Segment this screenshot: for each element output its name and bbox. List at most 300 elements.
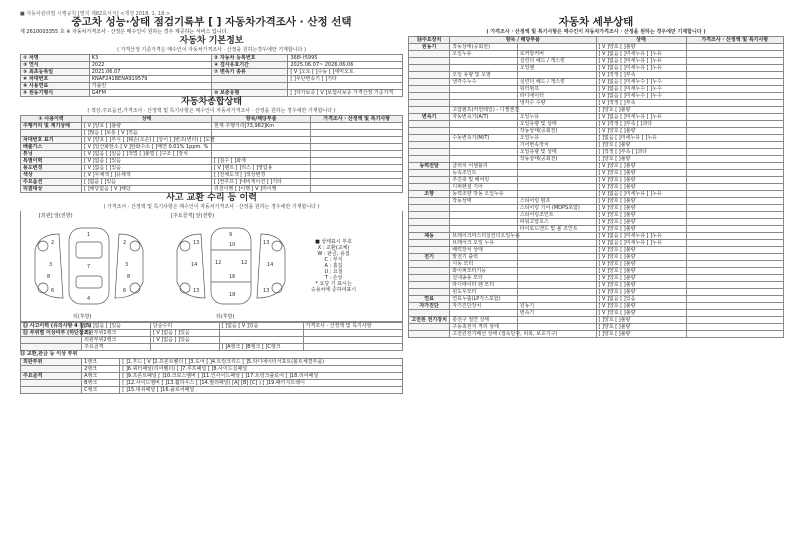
detail-item-cell: 고전원전기배선 상태 (접속단자, 피복, 보호기구) [450,331,518,338]
status-cell [311,123,403,130]
basic-info-cell: ③ 연식 [21,62,90,69]
view-label-front-frame: [주요골격] 앞(전방) [171,213,215,219]
exchange-cell [21,387,82,394]
svg-text:6: 6 [123,288,127,294]
status-row [21,179,403,186]
svg-text:12: 12 [215,260,222,266]
view-label-rear-exterior: 뒤(후방) [73,314,92,320]
detail-item-cell [450,212,518,219]
status-cell: [ V ]양호 [ ]불량 [82,123,212,130]
detail-group-cell [409,198,450,205]
detail-group-cell [409,121,450,128]
detail-state-cell: [ V ]적정 [ ]부족 [ ]과다 [596,121,686,128]
detail-state-cell: [ V ]양호 [ ]불량 [596,289,686,296]
exchange-row [21,380,403,387]
detail-item-cell: 작동상태 [450,198,518,205]
detail-note-cell [686,100,784,107]
detail-row [409,219,784,226]
detail-group-cell: 변속기 [409,114,450,121]
overall-status-note: ( 색상,주요옵션,가격조사 · 산정액 및 특기사항은 매수인이 자동차가격조사 · 산정을 원하는 경우에만 기재합니다 ) [87,108,336,114]
accident-cell: [ ]A랭크 [ ]B랭크 [ ]C랭크 [219,344,303,351]
basic-info-row [21,55,403,62]
detail-state-cell: [ V ]적정 [ ]부족 [596,72,686,79]
exchange-row [21,366,403,373]
status-head-4: 가격조사 · 산정액 및 특기사항 [311,116,403,123]
detail-group-cell [409,65,450,72]
detail-part-cell [517,254,596,261]
detail-item-cell: 라디에이터 팬 모터 [450,282,518,289]
detail-item-cell: 냉각수누수 [450,79,518,86]
svg-text:3: 3 [125,262,129,268]
detail-state-cell: [ V ]없음 [ ]미세누유 [ ]누유 [596,65,686,72]
detail-row [409,289,784,296]
status-cell [311,144,403,151]
status-head-3: 항목/해당부품 [211,116,310,123]
status-cell: [ ]많음 [ ]보통 [ V ]적음 [82,130,212,137]
status-cell: [ ]침수 [ ]화재 [211,158,310,165]
view-label-front-exterior: [외관] 앞(전방) [39,213,73,219]
detail-state-cell: [ V ]양호 [ ]불량 [596,205,686,212]
svg-text:9: 9 [229,232,233,238]
exchange-cell: B랭크 [82,380,120,387]
detail-note-cell [686,44,784,51]
basic-info-row [21,69,403,76]
detail-note-cell [686,198,784,205]
detail-row [409,282,784,289]
exchange-row [21,387,403,394]
detail-row [409,275,784,282]
detail-state-cell: [ ]양호 [ ]불량 [596,317,686,324]
detail-state-cell: [ V ]없음 [ ]미세누유 [ ]누유 [596,240,686,247]
status-head-2: 상태 [82,116,212,123]
basic-info-row [21,90,403,97]
accident-cell [150,344,219,351]
status-cell [211,130,310,137]
detail-group-cell [409,282,450,289]
detail-item-cell: 실내송풍 모터 [450,275,518,282]
detail-row [409,149,784,156]
detail-note-cell [686,184,784,191]
accident-cell: ⑫ 부위별 이상여부 (하단참조) [21,330,82,337]
detail-part-cell: 오일누유 [517,114,596,121]
legend-line: A : 흠집 [324,263,343,269]
svg-text:8: 8 [127,274,131,280]
accident-row [21,323,403,330]
detail-note-cell [686,219,784,226]
status-cell: [ V ]없음 [ ]있음 [82,158,212,165]
detail-note-cell [686,121,784,128]
status-cell [211,151,310,158]
detail-row [409,247,784,254]
detail-note-cell [686,282,784,289]
detail-group-cell [409,331,450,338]
svg-text:6: 6 [51,288,55,294]
detail-item-cell: 자동변속기(A/T) [450,114,518,121]
detail-note-cell [686,240,784,247]
detail-group-cell [409,128,450,135]
exchange-cell: [ ]1.후드 [ V ]2.프론트휀더 [ ]3.도어 [ ]4.트렁크리드 [ ]5.라디에이터서포트(볼트체결부품) [120,359,403,366]
detail-note-cell [686,331,784,338]
detail-state-cell: [ V ]없음 [ ]미세누유 [ ]누유 [596,114,686,121]
status-cell: [ V ]양호 [ ]부식 [ ]훼손(오손) [ ]상이 [ ]변조(변타) [ ]도말 [82,137,212,144]
status-cell: 주요옵션 [21,179,82,186]
svg-text:4: 4 [87,296,91,302]
status-cell: [ ]썬루프 [ ]네비게이션 [ ]기타 [211,179,310,186]
basic-info-cell: G4FM [89,90,211,97]
detail-row [409,205,784,212]
status-cell: [ V ]일산화탄소 [ V ]탄화수소 [ ]매연 0.01% 1ppm. % [82,144,212,151]
detail-part-cell [517,44,596,51]
basic-info-cell: K3 [89,55,211,62]
exchange-cell: [ ]12.사이드멤버 [ ]13.휠하우스 [ ]14.필러패널( [A] [B] [C] ) [ ]19.패키지트레이 [120,380,403,387]
basic-info-cell [288,83,403,90]
detail-state-cell: [ V ]양호 [ ]불량 [596,170,686,177]
basic-info-cell: ⑩ 보증유형 [211,90,287,97]
svg-text:1: 1 [87,232,91,238]
detail-row [409,261,784,268]
detail-note-cell [686,72,784,79]
detail-note-cell [686,128,784,135]
detail-state-cell: [ V ]양호 [ ]불량 [596,303,686,310]
basic-info-cell: [ V ]오토 [ ]수동 [ ]세미오토 [288,69,403,76]
detail-item-cell: 등속조인트 [450,170,518,177]
basic-info-cell: KNAF241BENA919579 [89,76,211,83]
basic-info-cell: ① 차명 [21,55,90,62]
detail-part-cell [517,163,596,170]
detail-state-cell: [ V ]양호 [ ]불량 [596,226,686,233]
detail-note-cell [686,233,784,240]
status-cell: 현재 주행거리[73,982]Km [211,123,310,130]
detail-state-cell: [ V ]없음 [ ]미세누수 [ ]누수 [596,93,686,100]
basic-info-row [21,76,403,83]
accident-cell [303,337,402,344]
detail-group-cell [409,184,450,191]
detail-part-cell [517,261,596,268]
detail-item-cell [450,86,518,93]
detail-item-cell: 브레이크마스터실린더오일누유 [450,233,518,240]
basic-info-table [20,54,403,97]
detail-item-cell: 연료누출(LP가스포함) [450,296,518,303]
status-row [21,165,403,172]
detail-state-cell: [ V ]양호 [ ]불량 [596,184,686,191]
svg-text:2: 2 [123,240,127,246]
accident-row [21,330,403,337]
accident-cell: 외판부위2랭크 [82,337,151,344]
detail-state-cell: [ V ]양호 [ ]불량 [596,163,686,170]
detail-group-cell [409,142,450,149]
detail-head-4: 가격조사 · 산정액 및 특기사항 [686,37,784,44]
detail-group-cell: 자가진단 [409,303,450,310]
detail-part-cell: 기어변속장치 [517,142,596,149]
detail-part-cell: 작동상태(공회전) [517,156,596,163]
detail-part-cell [517,184,596,191]
legend-line: ■ 상태표시 부호 [315,239,352,245]
status-cell: 배출가스 [21,144,82,151]
exchange-title: ⑬ 교환,판금 등 이상 부위 [20,351,78,357]
detail-part-cell [517,296,596,303]
detail-status-note: ( 가격조사 · 산정액 및 특기사항은 매수인이 자동차가격조사 · 산정을 원하는 경우에만 기재합니다 ) [486,29,706,35]
detail-part-cell [517,317,596,324]
detail-part-cell: 타이로드엔드 및 볼 조인트 [517,226,596,233]
status-row [21,186,403,193]
detail-item-cell [450,142,518,149]
detail-group-cell [409,79,450,86]
svg-text:16: 16 [229,274,236,280]
repair-history-note: ( 가격조사 · 산정액 및 특기사항은 매수인이 자동차가격조사 · 산정을 원하는 경우에만 기재합니다 ) [103,204,320,210]
status-cell: 튜닝 [21,151,82,158]
basic-info-title: 자동차 기본정보 [179,36,244,46]
detail-item-cell: 오일누유 [450,51,518,58]
detail-part-cell: 스티어링조인트 [517,212,596,219]
status-cell [311,186,403,193]
detail-row [409,51,784,58]
detail-state-cell: [ V ]양호 [ ]불량 [596,247,686,254]
detail-row [409,44,784,51]
detail-note-cell [686,275,784,282]
accident-cell [21,344,82,351]
exchange-table [20,358,403,394]
detail-part-cell [517,177,596,184]
detail-item-cell: 고압펌프(커먼레일) - 디젤엔진 [450,107,518,114]
accident-cell: 외판부위1랭크 [82,330,151,337]
svg-text:13: 13 [193,288,200,294]
overall-status-table [20,115,403,193]
status-cell: 주행거리 및 계기상태 [21,123,82,130]
basic-info-row [21,62,403,69]
basic-info-cell: ④ 검사유효기간 [211,62,287,69]
detail-item-cell [450,310,518,317]
detail-part-cell: 워터펌프 [517,86,596,93]
detail-group-cell [409,156,450,163]
detail-group-cell: 조향 [409,191,450,198]
status-head-1: ① 사용이력 [21,116,82,123]
detail-item-cell [450,156,518,163]
detail-note-cell [686,142,784,149]
detail-note-cell [686,58,784,65]
exchange-row [21,359,403,366]
detail-row [409,156,784,163]
detail-state-cell: [ V ]없음 [ ]미세누수 [ ]누수 [596,79,686,86]
detail-item-cell [450,65,518,72]
form-header-note: ■ 자동차관리법 시행규칙 [별지 제82호서식] <개정 2018. 1. 18.> [20,11,171,17]
detail-group-cell: 원동기 [409,44,450,51]
detail-status-table [408,36,784,338]
detail-part-cell: 작동상태(공회전) [517,128,596,135]
detail-group-cell [409,149,450,156]
detail-note-cell [686,324,784,331]
status-cell [311,165,403,172]
status-row [21,151,403,158]
detail-part-cell [517,324,596,331]
status-cell: 색상 [21,172,82,179]
exchange-cell: [ ]9.프론트패널 [ ]10.크로스멤버 [ ]11.인사이드패널 [ ]17.트렁크플로어 [ ]18.리어패널 [120,373,403,380]
svg-text:8: 8 [47,274,51,280]
detail-item-cell [450,219,518,226]
detail-state-cell: [ V ]양호 [ ]불량 [596,261,686,268]
detail-group-cell [409,261,450,268]
detail-group-cell [409,107,450,114]
exchange-cell: 1랭크 [82,359,120,366]
detail-part-cell [517,233,596,240]
detail-note-cell [686,170,784,177]
detail-item-cell: 발전기 출력 [450,254,518,261]
detail-part-cell: 오일팬 [517,65,596,72]
detail-part-cell [517,268,596,275]
detail-row [409,121,784,128]
exchange-row [21,373,403,380]
detail-part-cell: 로커암커버 [517,51,596,58]
accident-table [20,322,403,351]
detail-group-cell [409,58,450,65]
detail-group-cell [409,240,450,247]
detail-state-cell: [ V ]적정 [ ]부족 [596,100,686,107]
detail-item-cell: 디퍼렌셜 기어 [450,184,518,191]
detail-state-cell: [ V ]양호 [ ]불량 [596,128,686,135]
legend-line: U : 요철 [324,269,343,275]
detail-state-cell: [ ]양호 [ ]불량 [596,331,686,338]
detail-row [409,72,784,79]
detail-state-cell: [ V ]양호 [ ]불량 [596,44,686,51]
accident-cell [219,337,303,344]
detail-group-cell [409,275,450,282]
detail-item-cell: 브레이크 오일 누유 [450,240,518,247]
status-cell: 용도변경 [21,165,82,172]
basic-info-cell: ⑦ 변속기 종류 [211,69,287,76]
detail-part-cell [517,240,596,247]
detail-part-cell [517,107,596,114]
basic-info-cell [211,83,287,90]
accident-cell: 단순수리 [150,323,219,330]
detail-part-cell [517,72,596,79]
detail-note-cell [686,310,784,317]
status-cell [211,144,310,151]
document-title: 중고차 성능·상태 점검기록부 [ ] 자동차가격조사 · 산정 선택 [71,16,352,28]
detail-item-cell [450,205,518,212]
exchange-cell: 2랭크 [82,366,120,373]
detail-note-cell [686,156,784,163]
detail-note-cell [686,205,784,212]
detail-item-cell: 수동변속기(M/T) [450,135,518,142]
detail-state-cell: [ V ]없음 [ ]미세누유 [ ]누유 [596,51,686,58]
detail-state-cell: [ V ]양호 [ ]불량 [596,219,686,226]
detail-state-cell: [ ]양호 [ ]불량 [596,324,686,331]
accident-cell: [ ]없음 [ V ]있음 [219,323,303,330]
repair-history-title: 사고 교환 수리 등 이력 [166,193,257,203]
detail-state-cell: [ V ]양호 [ ]불량 [596,198,686,205]
detail-row [409,128,784,135]
detail-row [409,86,784,93]
detail-part-cell: 오일유량 및 상태 [517,149,596,156]
svg-text:18: 18 [229,292,236,298]
accident-row [21,344,403,351]
status-row [21,144,403,151]
svg-text:14: 14 [267,262,274,268]
accident-cell [219,330,303,337]
status-cell [311,137,403,144]
legend-line: 승용차에 준하여표시 [311,287,357,293]
status-cell [311,172,403,179]
detail-group-cell [409,51,450,58]
accident-row [21,337,403,344]
detail-row [409,303,784,310]
basic-info-cell: 가솔린 [89,83,211,90]
detail-row [409,163,784,170]
detail-group-cell [409,170,450,177]
detail-note-cell [686,135,784,142]
exchange-cell: [ ]6.쿼터패널(리어휀더) [ ]7.루프패널 [ ]8.사이드실패널 [120,366,403,373]
svg-text:13: 13 [263,288,270,294]
detail-note-cell [686,149,784,156]
detail-part-cell: 스티어링 기어 (MDPS포함) [517,205,596,212]
status-cell: [ ]없음 [ ]있음 [82,179,212,186]
detail-row [409,240,784,247]
detail-state-cell: [ ]양호 [ ]불량 [596,107,686,114]
status-cell: [ V ]무채색 [ ]유채색 [82,172,212,179]
detail-row [409,191,784,198]
detail-group-cell [409,324,450,331]
detail-note-cell [686,289,784,296]
legend-line: W : 판금, 용접 [317,251,350,257]
detail-row [409,233,784,240]
detail-state-cell: [ V ]양호 [ ]불량 [596,254,686,261]
detail-item-cell: 구동축전지 격리 상태 [450,324,518,331]
detail-item-cell: 시동 모터 [450,261,518,268]
legend-line: * 요당 기 표시는 [315,281,352,287]
detail-state-cell: [ V ]없음 [ ]미세누유 [ ]누유 [596,233,686,240]
accident-cell [303,330,402,337]
detail-row [409,198,784,205]
detail-note-cell [686,114,784,121]
detail-part-cell: 오일누유 [517,135,596,142]
detail-group-cell [409,212,450,219]
accident-cell [21,337,82,344]
svg-text:13: 13 [193,240,200,246]
detail-group-cell [409,205,450,212]
status-row [21,130,403,137]
detail-item-cell: 클러치 어셈블리 [450,163,518,170]
detail-state-cell: [ ]적정 [ ]부족 [ ]과다 [596,149,686,156]
detail-group-cell [409,289,450,296]
damage-legend [311,239,356,293]
detail-note-cell [686,163,784,170]
detail-state-cell: [ V ]없음 [ ]미세누수 [ ]누수 [596,86,686,93]
basic-info-cell: ⑨ 원동기형식 [21,90,90,97]
basic-info-cell: 2022 [89,62,211,69]
right-column [408,16,784,338]
detail-state-cell: [ V ]없음 [ ]미세누유 [ ]누유 [596,191,686,198]
detail-row [409,93,784,100]
basic-info-cell [211,76,287,83]
detail-state-cell: [ V ]양호 [ ]불량 [596,282,686,289]
svg-text:2: 2 [51,240,55,246]
exchange-cell [21,366,82,373]
accident-cell: [ V ]없음 [ ]있음 [150,337,219,344]
detail-row [409,212,784,219]
detail-group-cell: 연료 [409,296,450,303]
svg-text:12: 12 [241,260,248,266]
view-label-rear-frame: 뒤(후방) [216,314,235,320]
detail-note-cell [686,65,784,72]
detail-item-cell: 오일 유량 및 오염 [450,72,518,79]
detail-item-cell [450,121,518,128]
detail-group-cell [409,226,450,233]
exchange-cell [21,380,82,387]
detail-group-cell: 고전원 전기장치 [409,317,450,324]
legend-line: X : 교환(교체) [317,245,350,251]
detail-row [409,114,784,121]
status-cell: 리콜대상 [21,186,82,193]
detail-group-cell [409,100,450,107]
